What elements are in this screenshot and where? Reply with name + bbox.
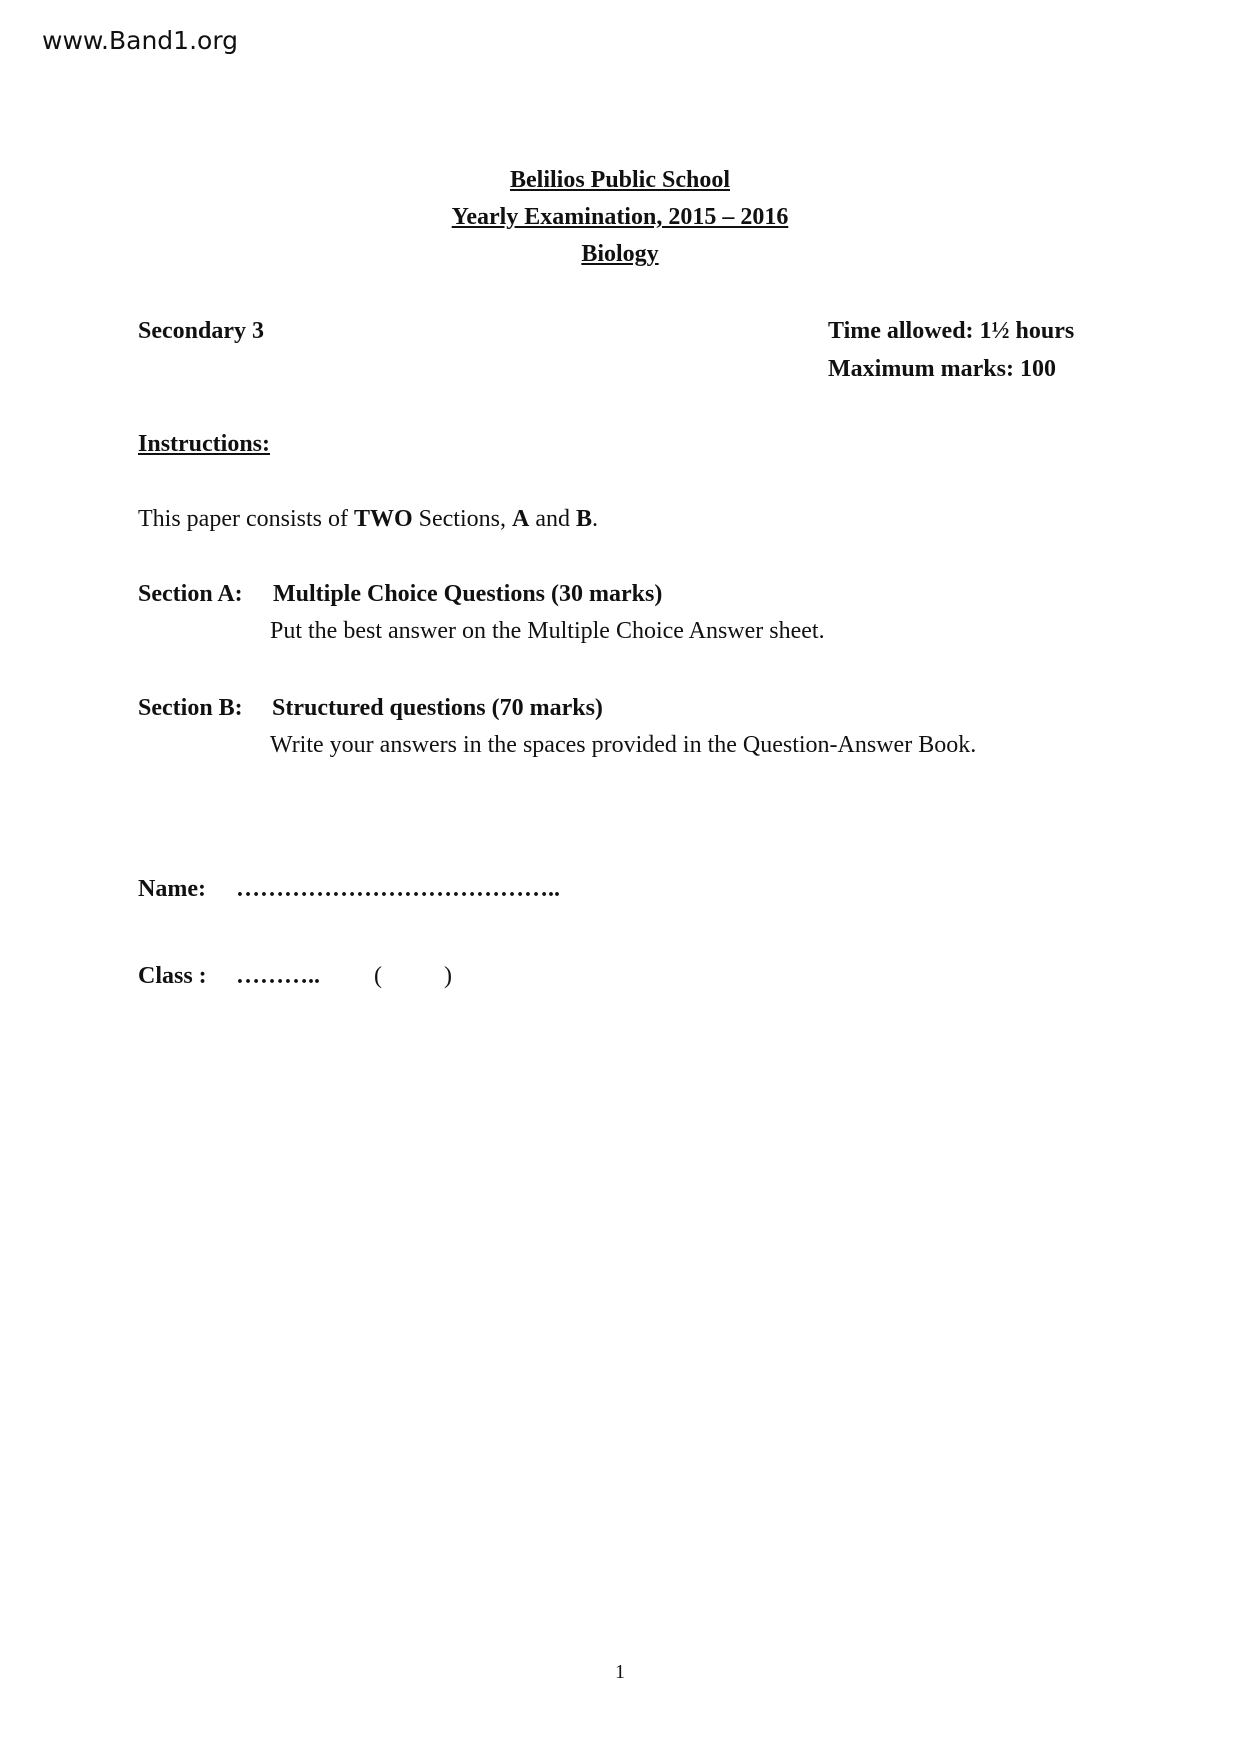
level-label: Secondary 3: [138, 318, 264, 344]
instructions-intro: [138, 506, 598, 533]
maximum-marks: Maximum marks: 100: [828, 356, 1056, 382]
class-number-open-paren: (: [374, 963, 382, 989]
page-number: 1: [615, 1661, 625, 1683]
class-field[interactable]: ………..: [236, 963, 320, 989]
intro-emphasis: A: [511, 506, 530, 532]
subject-title: Biology: [581, 241, 659, 267]
name-label: Name:: [138, 876, 206, 902]
section-b-title: Structured questions (70 marks): [272, 695, 603, 721]
intro-text: .: [592, 506, 598, 532]
school-name: Belilios Public School: [509, 167, 731, 193]
intro-emphasis: B: [575, 506, 592, 532]
class-label: Class :: [138, 963, 207, 989]
section-b-label: Section B:: [138, 695, 243, 721]
class-number-close-paren: ): [444, 963, 452, 989]
intro-text: Sections,: [412, 506, 512, 532]
watermark-url: www.Band1.org: [42, 26, 239, 55]
time-allowed: Time allowed: 1½ hours: [828, 318, 1075, 344]
class-number-field[interactable]: [392, 963, 442, 991]
intro-text: and: [529, 506, 576, 532]
section-a-description: Put the best answer on the Multiple Choice Answer sheet.: [270, 618, 825, 644]
intro-text: This paper consists of: [138, 506, 354, 532]
section-a-label: Section A:: [138, 581, 243, 607]
section-a-title: Multiple Choice Questions (30 marks): [273, 581, 663, 607]
section-b-description: Write your answers in the spaces provided in the Question-Answer Book.: [270, 732, 977, 758]
exam-title: Yearly Examination, 2015 – 2016: [451, 204, 789, 230]
instructions-heading: Instructions:: [138, 431, 271, 457]
intro-emphasis: TWO: [353, 506, 413, 532]
name-field[interactable]: …………………………………..: [236, 876, 560, 902]
